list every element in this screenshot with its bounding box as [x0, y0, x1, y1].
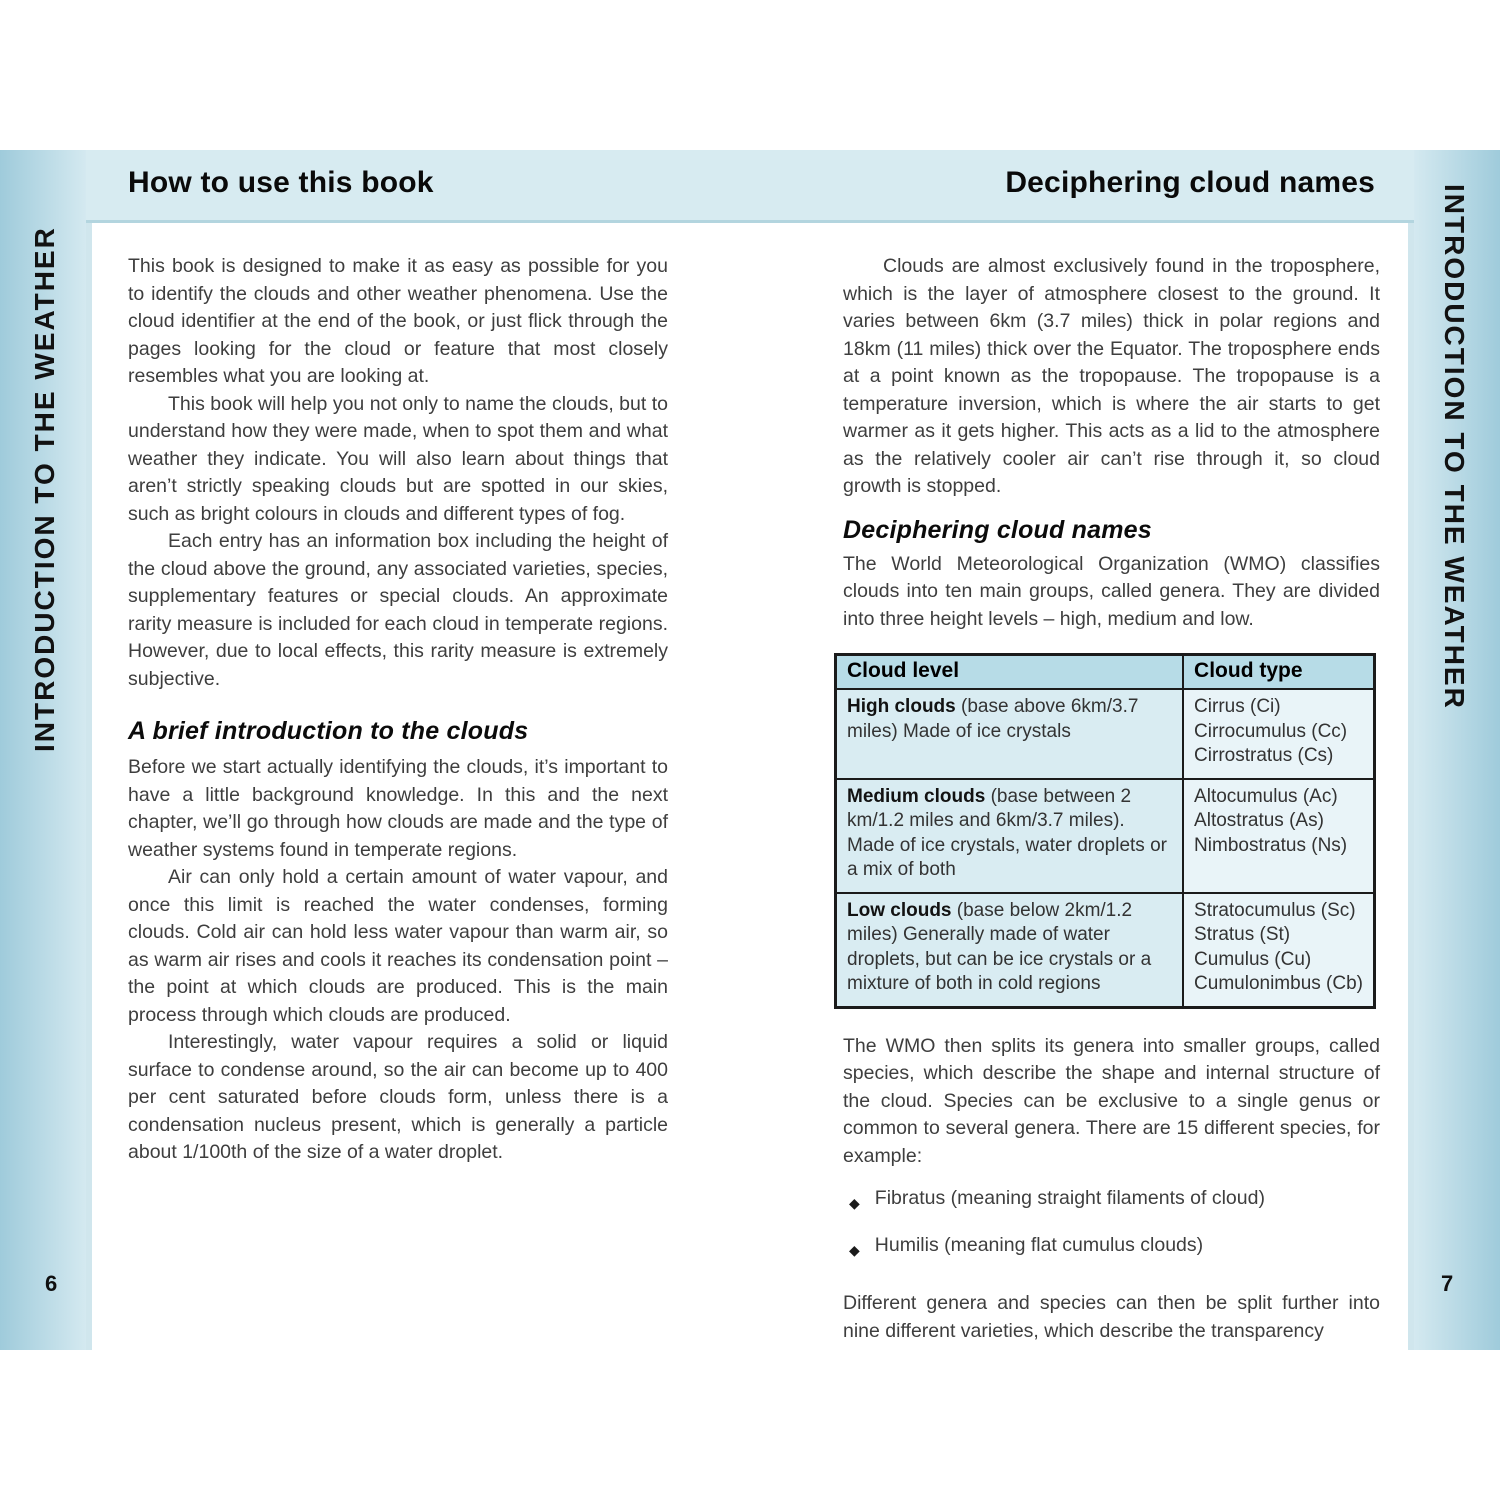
list-item: [849, 1232, 1380, 1264]
cloud-type-cell: [1183, 779, 1374, 893]
diamond-bullet-icon: ◆: [849, 1195, 860, 1211]
paragraph: Before we start actually identifying the clouds, it’s important to have a little background knowledge. In this and the next chapter, we’ll go through how clouds are made and the type of weather systems found in temperate regions.: [128, 756, 668, 861]
section-subheading: Deciphering cloud names: [843, 515, 1152, 544]
bullet-text: Humilis (meaning flat cumulus clouds): [874, 1234, 1204, 1256]
cloud-type: Cirrus (Ci): [1194, 696, 1281, 717]
section-subheading: A brief introduction to the clouds: [128, 717, 529, 745]
cloud-type: Cirrocumulus (Cc): [1194, 720, 1348, 742]
cloud-type: Stratocumulus (Sc): [1194, 899, 1356, 921]
cloud-type: Cirrostratus (Cs): [1194, 745, 1334, 766]
cloud-type: Altocumulus (Ac): [1194, 785, 1338, 807]
cloud-level-name: High clouds: [847, 696, 956, 717]
paragraph: Air can only hold a certain amount of water vapour, and once this limit is reached the water condenses, forming clouds. Cold air can hold less water vapour than warm air, so as warm air rises and cools it reaches its condensation point – the point at which clouds are produced. This is the main process through which clouds are produced.: [128, 866, 668, 1026]
paragraph: The World Meteorological Organization (WMO) classifies clouds into ten main groups, called genera. They are divided into three height levels – high, medium and low.: [843, 552, 1380, 630]
left-page-text-column: [128, 253, 668, 1167]
cloud-type: Cumulus (Cu): [1194, 948, 1312, 970]
cloud-level-description: (base between 2 km/1.2 miles and 6km/3.7 miles). Made of ice crystals, water droplets or a mix of both: [847, 785, 1167, 880]
cloud-type: Nimbostratus (Ns): [1194, 834, 1348, 856]
cloud-type-cell: [1183, 689, 1374, 779]
paragraph: Interestingly, water vapour requires a solid or liquid surface to condense around, so the air can become up to 400 per cent saturated before clouds form, unless there is a condensation nucleus present, which is generally a particle about 1/100th of the size of a water droplet.: [128, 1031, 668, 1163]
cloud-level-description: (base below 2km/1.2 miles) Generally made of water droplets, but can be ice crystals or a mixture of both in cold regions: [847, 899, 1152, 994]
paragraph: This book is designed to make it as easy as possible for you to identify the clouds and other weather phenomena. Use the cloud identifier at the end of the book, or just flick through the pages looking for the cloud or feature that most closely resembles what you are looking at.: [128, 255, 668, 387]
column-header-cloud-level: Cloud level: [836, 655, 1184, 690]
cloud-level-name: Low clouds: [847, 899, 952, 921]
left-page-number: 6: [45, 1271, 58, 1296]
paragraph: This book will help you not only to name the clouds, but to understand how they were made, when to spot them and what weather they indicate. You will also learn about things that aren’t strictly speaking clouds but are spotted in our skies, such as bright colours in clouds and different types of fog.: [128, 392, 668, 525]
table-row: [836, 893, 1375, 1008]
cloud-type: Cumulonimbus (Cb): [1194, 973, 1363, 994]
paragraph: Each entry has an information box including the height of the cloud above the ground, any associated varieties, species, supplementary features or special clouds. An approximate rarity measure is included for each cloud in temperate regions. However, due to local effects, this rarity measure is extremely subjective.: [128, 530, 668, 690]
chapter-title-vertical-right: INTRODUCTION TO THE WEATHER: [1439, 184, 1470, 710]
table-row: [836, 779, 1375, 893]
list-item: [849, 1185, 1380, 1217]
left-page-header: How to use this book: [128, 166, 434, 199]
right-page-header: Deciphering cloud names: [1005, 166, 1375, 199]
cloud-level-name: Medium clouds: [847, 785, 986, 807]
table-row: [836, 689, 1375, 779]
cloud-level-description: (base above 6km/3.7 miles) Made of ice crystals: [847, 696, 1139, 742]
diamond-bullet-icon: ◆: [849, 1242, 860, 1258]
bullet-text: Fibratus (meaning straight filaments of cloud): [874, 1187, 1265, 1209]
chapter-title-vertical-left: INTRODUCTION TO THE WEATHER: [29, 226, 60, 752]
cloud-level-cell: [836, 779, 1184, 893]
paragraph: The WMO then splits its genera into smaller groups, called species, which describe the shape and internal structure of the cloud. Species can be exclusive to a single genus or common to several genera. There are 15 different species, for example:: [843, 1034, 1380, 1167]
cloud-level-cell: [836, 893, 1184, 1008]
column-header-cloud-type: Cloud type: [1183, 655, 1374, 690]
cloud-type-cell: [1183, 893, 1374, 1008]
cloud-classification-table: [834, 653, 1376, 1009]
table-header-row: [836, 655, 1375, 690]
right-page-number: 7: [1441, 1271, 1454, 1296]
cloud-level-cell: [836, 689, 1184, 779]
paragraph: Clouds are almost exclusively found in the troposphere, which is the layer of atmosphere closest to the ground. It varies between 6km (3.7 miles) thick in polar regions and 18km (11 miles) thick over the Equator. The troposphere ends at a point known as the tropopause. The tropopause is a temperature inversion, which is where the air starts to get warmer as it gets higher. This acts as a lid to the atmosphere as the relatively cooler air can’t rise through it, so cloud growth is stopped.: [843, 255, 1380, 497]
paragraph: Different genera and species can then be split further into nine different varieties, which describe the transparency: [843, 1292, 1380, 1342]
right-page-text-column: [843, 253, 1380, 1345]
cloud-type: Altostratus (As): [1194, 810, 1324, 831]
cloud-type: Stratus (St): [1194, 924, 1291, 945]
